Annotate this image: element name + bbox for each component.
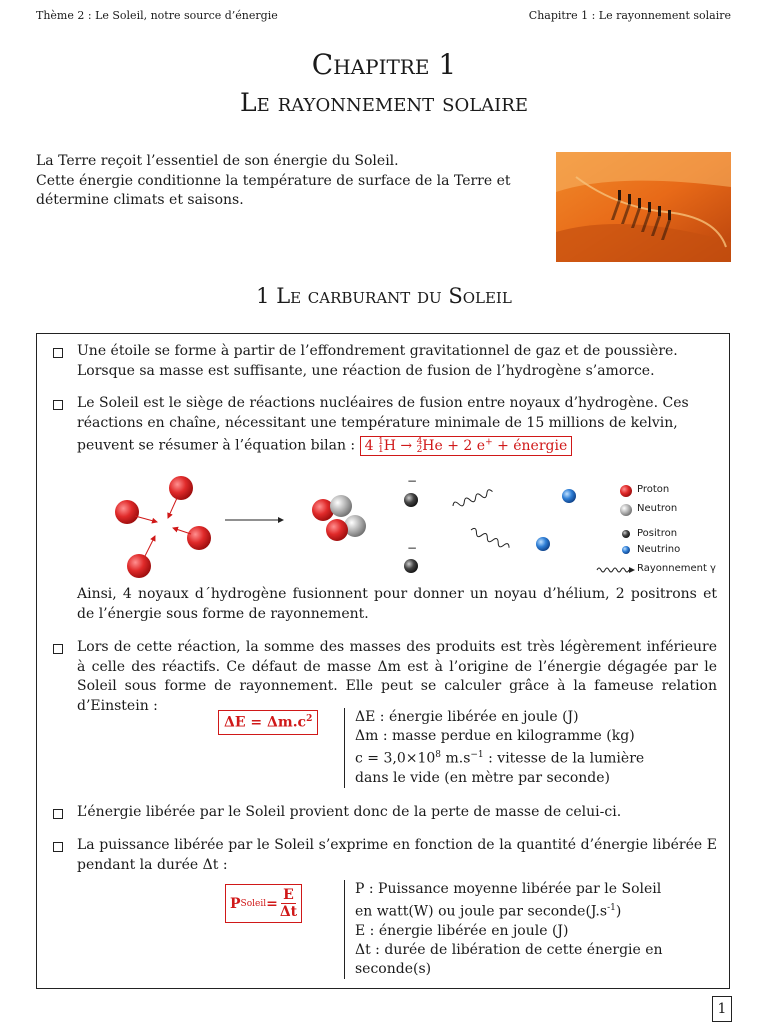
item-fusion-text: Le Soleil est le siège de réactions nucléaires de fusion entre noyaux d’hydrogène. Ces réactions en chaîne, nécessitant une température minimale de 15 millions de kelvin, peuvent se résumer à l’équation bilan : <box>77 395 689 454</box>
page-number: 1 <box>712 996 732 1022</box>
einstein-formula: $\Delta E = \Delta m.c^2$ <box>218 710 318 735</box>
header-right: Chapitre 1 : Le rayonnement solaire <box>528 9 731 22</box>
svg-text:−: − <box>407 474 418 488</box>
intro-line-2: Cette énergie conditionne la température de surface de la Terre et détermine climats et saisons. <box>36 172 511 208</box>
desert-caravan-photo <box>556 152 731 262</box>
legend-proton: Proton <box>637 484 670 495</box>
content-box <box>36 333 730 989</box>
helium-nucleus <box>312 495 366 541</box>
svg-text:−: − <box>407 541 418 555</box>
intro-text <box>36 152 546 211</box>
products <box>404 474 576 573</box>
chapter-label: Chapitre 1 <box>311 48 457 81</box>
legend-neutrino: Neutrino <box>637 544 681 555</box>
legend-positron: Positron <box>637 528 678 539</box>
item-fusion-summary: Ainsi, 4 noyaux d´hydrogène fusionnent pour donner un noyau d’hélium, 2 positrons et de l’énergie sous forme de rayonnement. <box>77 586 717 622</box>
fusion-equation: 4 1 1H → 4 2He + 2 e+ + énergie <box>360 436 573 456</box>
item-mass-loss: L’énergie libérée par le Soleil provient donc de la perte de masse de celui-ci. <box>77 804 622 820</box>
power-formula: P Soleil = $\frac{E}{\Delta t}$ <box>225 884 302 923</box>
item-star-formation: Une étoile se forme à partir de l’effondrement gravitationnel de gaz et de poussière. Lorsque sa masse est suffisante, une réaction de fusion de l’hydrogène s’amorce. <box>77 343 678 379</box>
einstein-explanation: ΔE : énergie libérée en joule (J) Δm : masse perdue en kilogramme (kg) $c = 3,0\times 10^8$ $m.s^{-1}$ : vitesse de la lumière dans le vide (en mètre par seconde) <box>344 708 675 788</box>
header-left: Thème 2 : Le Soleil, notre source d’énergie <box>36 9 278 22</box>
chapter-title: Le rayonnement solaire <box>240 88 528 117</box>
legend-gamma: Rayonnement γ <box>637 563 716 574</box>
checkbox-icon <box>53 644 63 654</box>
checkbox-icon <box>53 348 63 358</box>
item-mass-defect: Lors de cette réaction, la somme des masses des produits est très légèrement inférieure à celle des réactifs. Ce défaut de masse Δm est à l’origine de l’énergie dégagée par le Soleil sous forme de rayonnement. Elle peut se calculer grâce à la fameuse relation d’Einstein : <box>77 639 717 714</box>
checkbox-icon <box>53 400 63 410</box>
fusion-legend <box>617 484 727 584</box>
checkbox-icon <box>53 809 63 819</box>
item-fusion <box>77 394 717 456</box>
hydrogen-nuclei <box>115 476 211 578</box>
legend-neutron: Neutron <box>637 503 678 514</box>
section-title: 1 Le carburant du Soleil <box>256 284 512 308</box>
item-power: La puissance libérée par le Soleil s’exprime en fonction de la quantité d’énergie libérée E pendant la durée Δt : <box>77 837 717 873</box>
power-explanation: P : Puissance moyenne libérée par le Soleil en watt(W) ou joule par $seconde(J.s^{-1})$ E : énergie libérée en joule (J) Δt : durée de libération de cette énergie en seconde(s) <box>344 880 675 979</box>
intro-line-1: La Terre reçoit l’essentiel de son énergie du Soleil. <box>36 153 399 169</box>
checkbox-icon <box>53 842 63 852</box>
